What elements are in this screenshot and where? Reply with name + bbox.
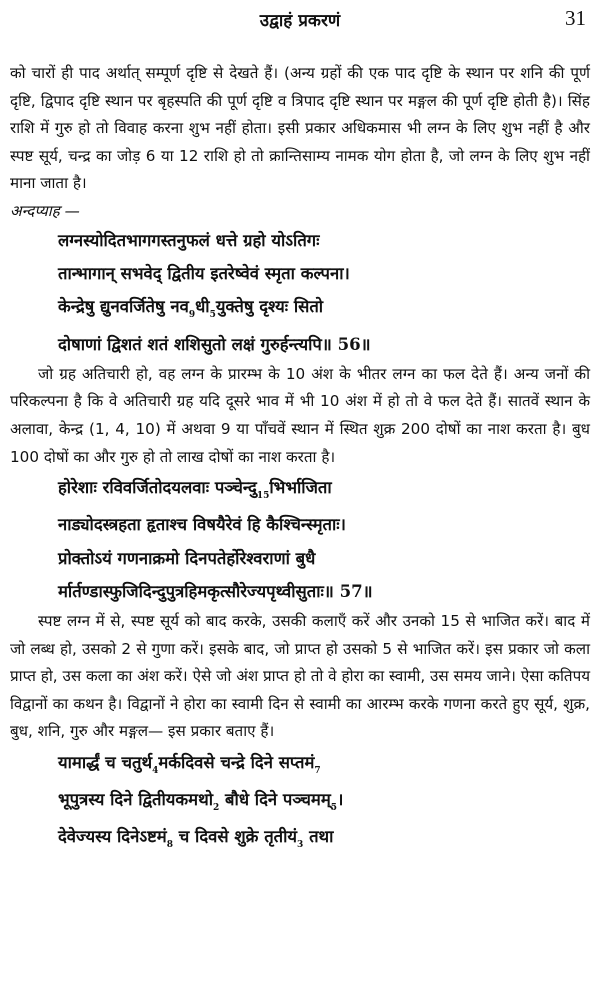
verse-text: बौधे दिने पञ्चमम् — [219, 789, 331, 810]
paragraph-commentary: जो ग्रह अतिचारी हो, वह लग्न के प्रारम्भ के 10 अंश के भीतर लग्न का फल देते हैं। अन्य जनों की परिकल्पना है कि वे अतिचारी ग्रह यदि दूसरे भाव में भी 10 अंश में हो तो वे फल देते हैं। सातवें स्थान के अलावा, केन्द्र (1, 4, 10) में अथवा 9 या पाँचवें स्थान में स्थित शुक्र 200 दोषों का नाश करता है। बुध 100 दोषों का और गुरु हो तो लाख दोषों का नाश करता है। — [10, 364, 590, 466]
verse-line: तान्भागान् सभवेद् द्वितीय इतरेष्वेवं स्मृता कल्पना। — [58, 263, 350, 284]
verse-text: मर्कदिवसे चन्द्रे दिने सप्तमं — [158, 751, 315, 772]
verse-text: यामार्द्धं च चतुर्थ — [58, 751, 153, 772]
page-number: 31 — [565, 6, 586, 30]
verse-subscript: 3 — [297, 840, 304, 851]
verse-line — [10, 471, 590, 508]
verse-line — [10, 575, 590, 608]
running-title: उद्वाहं प्रकरणं — [259, 11, 341, 31]
verse-text: दोषाणां द्विशतं शतं शशिसुतो लक्षं गुरुर्हन्त्यपि॥ — [58, 333, 332, 354]
verse-text: देवेज्यस्य दिनेऽष्टमं — [58, 826, 167, 847]
verse-line — [10, 328, 590, 361]
verse-58 — [10, 746, 590, 858]
verse-text: । — [337, 789, 344, 810]
verse-line: लग्नस्योदितभागगस्तनुफलं धत्ते ग्रहो योऽतिगः — [58, 229, 320, 250]
verse-text: भूपुत्रस्य दिने द्वितीयकमथो — [58, 789, 213, 810]
verse-line — [10, 290, 590, 327]
verse-intro-label: अन्दप्याह — — [10, 201, 80, 220]
verse-57 — [10, 471, 590, 608]
verse-line — [10, 783, 590, 820]
verse-subscript: 5 — [330, 803, 338, 814]
verse-number: 56॥ — [337, 333, 371, 354]
verse-line — [10, 746, 590, 783]
page-body — [10, 60, 590, 858]
verse-text: धी — [195, 296, 210, 317]
paragraph-commentary: स्पष्ट लग्न में से, स्पष्ट सूर्य को बाद करके, उसकी कलाएँ करें और उनको 15 से भाजित करें। बाद में जो लब्ध हो, उसको 2 से गुणा करें। इसके बाद, जो प्राप्त हो उसको 5 से भाजित करें। इस प्रकार जो कला प्राप्त हो, उस कला का अंश करें। ऐसे जो अंश प्राप्त हो तो वे होरा का स्वामी, उस समय जाने। ऐसा कतिपय विद्वानों का कथन है। विद्वानों ने होरा का स्वामी दिन से स्वामी का आरम्भ करके गणना करते हुए सूर्य, शुक्र, बुध, शनि, गुरु और मङ्गल— इस प्रकार बताए हैं। — [10, 611, 590, 741]
verse-text: युक्तेषु दृश्यः सितो — [215, 296, 324, 317]
verse-subscript: 5 — [209, 310, 216, 321]
verse-text: होरेशाः रविवर्जितोदयलवाः पञ्चेन्दु — [58, 477, 257, 498]
verse-subscript: 8 — [166, 840, 173, 851]
verse-number: 57॥ — [339, 580, 373, 601]
verse-subscript: 7 — [314, 765, 321, 776]
verse-subscript: 4 — [152, 765, 159, 776]
verse-subscript: 2 — [213, 803, 220, 814]
verse-56 — [10, 224, 590, 361]
verse-text: भिर्भाजिता — [269, 477, 332, 498]
verse-line — [10, 820, 590, 857]
verse-text: र्मार्तण्डास्फुजिदिन्दुपुत्रहिमकृत्सौरेज्यपृथ्वीसुताः॥ — [58, 580, 334, 601]
verse-subscript: 15 — [256, 491, 270, 502]
verse-line: नाड्योदस्त्रहता हृताश्च विषयैरेवं हि कैश्चिन्स्मृताः। — [58, 514, 346, 535]
verse-subscript: 9 — [188, 310, 196, 321]
verse-text: तथा — [303, 826, 334, 847]
verse-text: केन्द्रेषु द्युनवर्जितेषु नव — [58, 296, 189, 317]
verse-text: च दिवसे शुक्रे तृतीयं — [172, 826, 298, 847]
paragraph-continuation: को चारों ही पाद अर्थात् सम्पूर्ण दृष्टि से देखते हैं। (अन्य ग्रहों की एक पाद दृष्टि के स्थान पर शनि की पूर्ण दृष्टि, द्विपाद दृष्टि स्थान पर बृहस्पति की पूर्ण दृष्टि व त्रिपाद दृष्टि स्थान पर मङ्गल की पूर्ण दृष्टि होती है)। सिंह राशि में गुरु हो तो विवाह करना शुभ नहीं होता। इसी प्रकार अधिकमास भी लग्न के लिए शुभ नहीं है और स्पष्ट सूर्य, चन्द्र का जोड़ 6 या 12 राशि हो तो क्रान्तिसाम्य नामक योग होता है, जो लग्न के लिए शुभ नहीं माना जाता है। — [10, 64, 590, 193]
page-header — [0, 6, 600, 36]
verse-line: प्रोक्तोऽयं गणनाक्रमो दिनपतेर्होरेश्वराणां बुधै — [58, 547, 316, 568]
